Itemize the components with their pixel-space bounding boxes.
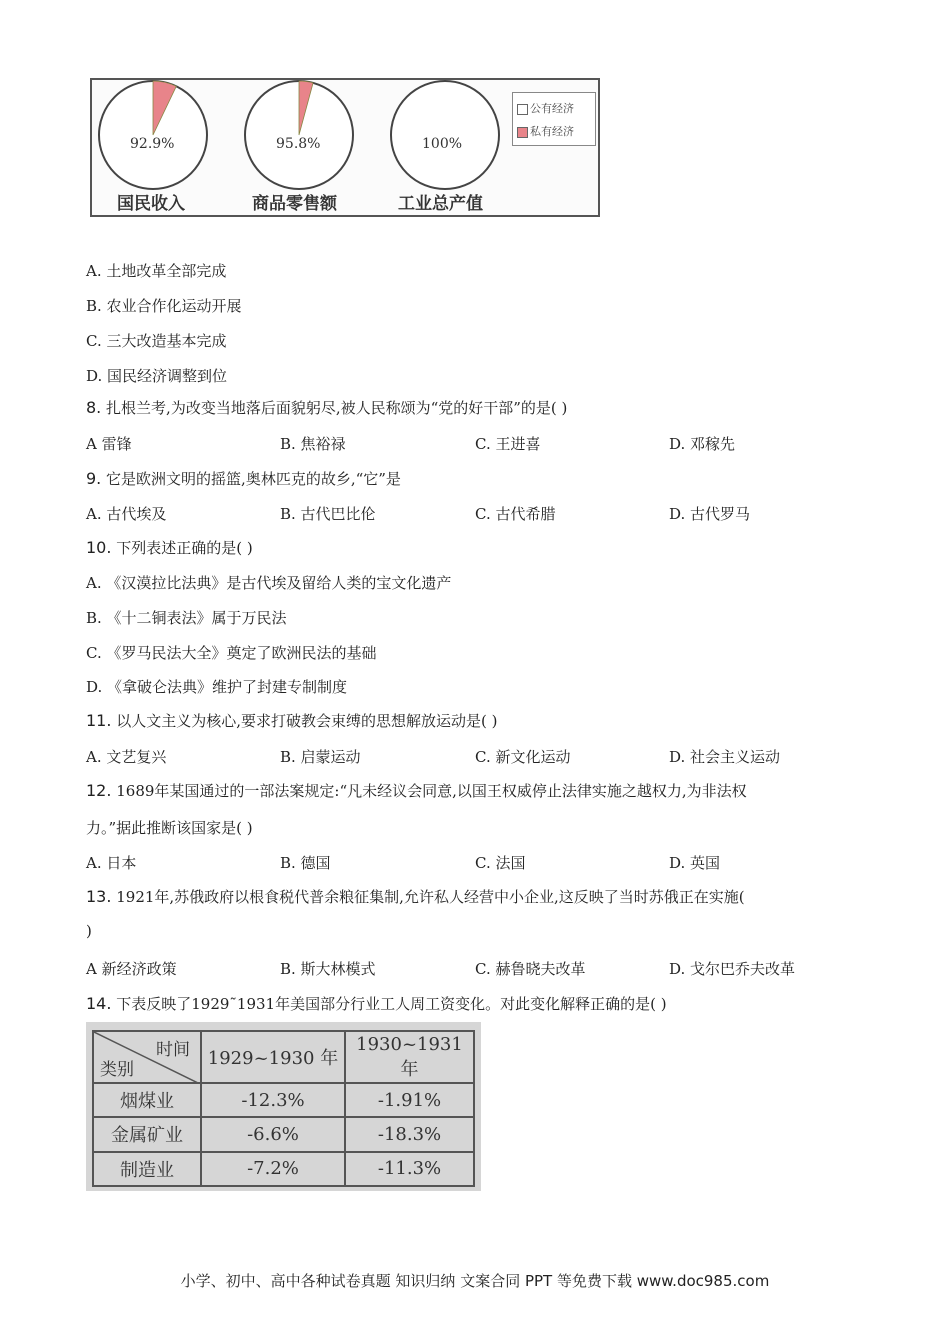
- table-corner-cell: [93, 1031, 201, 1083]
- q11-option-a[interactable]: A. 文艺复兴: [86, 748, 167, 766]
- row-category: 制造业: [93, 1152, 201, 1186]
- q9-option-a[interactable]: A. 古代埃及: [86, 505, 167, 523]
- q13-option-a[interactable]: A 新经济政策: [86, 960, 177, 978]
- q10-option-b[interactable]: B. 《十二铜表法》属于万民法: [86, 609, 287, 627]
- question-number: 9.: [86, 469, 102, 488]
- question-text: 以人文主义为核心,要求打破教会束缚的思想解放运动是( ): [116, 712, 498, 730]
- table-row: [93, 1152, 474, 1186]
- table-row: [93, 1083, 474, 1117]
- legend-private-swatch: [517, 127, 528, 138]
- question-text: 1921年,苏俄政府以根食税代普余粮征集制,允许私人经营中小企业,这反映了当时苏俄正在实施(: [116, 888, 745, 906]
- question-10: [86, 537, 253, 558]
- q9-option-d[interactable]: D. 古代罗马: [669, 505, 751, 523]
- question-12-continued: 力。”据此推断该国家是( ): [86, 819, 253, 837]
- question-14: [86, 993, 667, 1014]
- question-13-continued: ): [86, 922, 92, 940]
- q12-option-c[interactable]: C. 法国: [475, 854, 526, 872]
- q11-option-b[interactable]: B. 启蒙运动: [280, 748, 361, 766]
- row-category: 烟煤业: [93, 1083, 201, 1117]
- pie-label-1: 国民收入: [117, 194, 185, 214]
- table-cell: -7.2%: [201, 1152, 345, 1186]
- pie-label-2: 商品零售额: [252, 194, 337, 214]
- question-number: 12.: [86, 781, 112, 800]
- legend-private: 私有经济: [517, 123, 574, 139]
- table-cell: -1.91%: [345, 1083, 474, 1117]
- row-category: 金属矿业: [93, 1117, 201, 1151]
- question-9: [86, 468, 401, 489]
- table-header: 1930~1931 年: [345, 1031, 474, 1083]
- question-text: 下列表述正确的是( ): [116, 539, 253, 557]
- q12-option-a[interactable]: A. 日本: [86, 854, 137, 872]
- question-11: [86, 710, 497, 731]
- q10-option-c[interactable]: C. 《罗马民法大全》奠定了欧洲民法的基础: [86, 644, 377, 662]
- table-cell: -12.3%: [201, 1083, 345, 1117]
- q10-option-a[interactable]: A. 《汉漠拉比法典》是古代埃及留给人类的宝文化遗产: [86, 574, 452, 592]
- q8-option-a[interactable]: A 雷锋: [86, 435, 132, 453]
- corner-time-label: 时间: [156, 1040, 190, 1060]
- pie-slice-public: [391, 81, 499, 189]
- q7-option-b[interactable]: B. 农业合作化运动开展: [86, 297, 242, 315]
- table-header: 1929~1930 年: [201, 1031, 345, 1083]
- question-13: [86, 886, 745, 907]
- table-cell: -11.3%: [345, 1152, 474, 1186]
- footer-ad-text: 小学、初中、高中各种试卷真题 知识归纳 文案合同 PPT 等免费下载 www.doc985.com: [180, 1272, 770, 1290]
- q11-option-c[interactable]: C. 新文化运动: [475, 748, 571, 766]
- q10-option-d[interactable]: D. 《拿破仑法典》维护了封建专制制度: [86, 678, 348, 696]
- pie-chart-figure: [90, 78, 600, 217]
- q7-option-c[interactable]: C. 三大改造基本完成: [86, 332, 227, 350]
- pie-percent-2: 95.8%: [276, 136, 321, 152]
- q8-option-b[interactable]: B. 焦裕禄: [280, 435, 346, 453]
- question-number: 8.: [86, 398, 102, 417]
- question-8: [86, 397, 567, 418]
- question-text: 下表反映了1929˜1931年美国部分行业工人周工资变化。对此变化解释正确的是( ): [116, 995, 667, 1013]
- q7-option-d[interactable]: D. 国民经济调整到位: [86, 367, 228, 385]
- table-cell: -6.6%: [201, 1117, 345, 1151]
- question-text: 1689年某国通过的一部法案规定:“凡未经议会同意,以国王权威停止法律实施之越权力,为非法权: [116, 782, 747, 800]
- question-12: [86, 780, 747, 801]
- q11-option-d[interactable]: D. 社会主义运动: [669, 748, 781, 766]
- q12-option-d[interactable]: D. 英国: [669, 854, 721, 872]
- q13-option-c[interactable]: C. 赫鲁晓夫改革: [475, 960, 586, 978]
- q9-option-b[interactable]: B. 古代巴比伦: [280, 505, 376, 523]
- table-cell: -18.3%: [345, 1117, 474, 1151]
- q12-option-b[interactable]: B. 德国: [280, 854, 331, 872]
- wage-change-table: [86, 1022, 481, 1191]
- pie-percent-1: 92.9%: [130, 136, 175, 152]
- table-row: [93, 1117, 474, 1151]
- question-number: 10.: [86, 538, 112, 557]
- q8-option-c[interactable]: C. 王进喜: [475, 435, 541, 453]
- q13-option-d[interactable]: D. 戈尔巴乔夫改革: [669, 960, 796, 978]
- question-text: 扎根兰考,为改变当地落后面貌躬尽,被人民称颂为“党的好干部”的是( ): [106, 399, 568, 417]
- pie-percent-3: 100%: [422, 136, 463, 152]
- q13-option-b[interactable]: B. 斯大林模式: [280, 960, 376, 978]
- question-number: 13.: [86, 887, 112, 906]
- legend-public: 公有经济: [517, 100, 574, 116]
- legend-public-swatch: [517, 104, 528, 115]
- pie-legend: [512, 92, 596, 146]
- question-number: 14.: [86, 994, 112, 1013]
- corner-category-label: 类别: [100, 1060, 134, 1080]
- question-text: 它是欧洲文明的摇篮,奥林匹克的故乡,“它”是: [106, 470, 401, 488]
- question-number: 11.: [86, 711, 112, 730]
- pie-label-3: 工业总产值: [398, 194, 483, 214]
- q9-option-c[interactable]: C. 古代希腊: [475, 505, 556, 523]
- q7-option-a[interactable]: A. 土地改革全部完成: [86, 262, 227, 280]
- q8-option-d[interactable]: D. 邓稼先: [669, 435, 736, 453]
